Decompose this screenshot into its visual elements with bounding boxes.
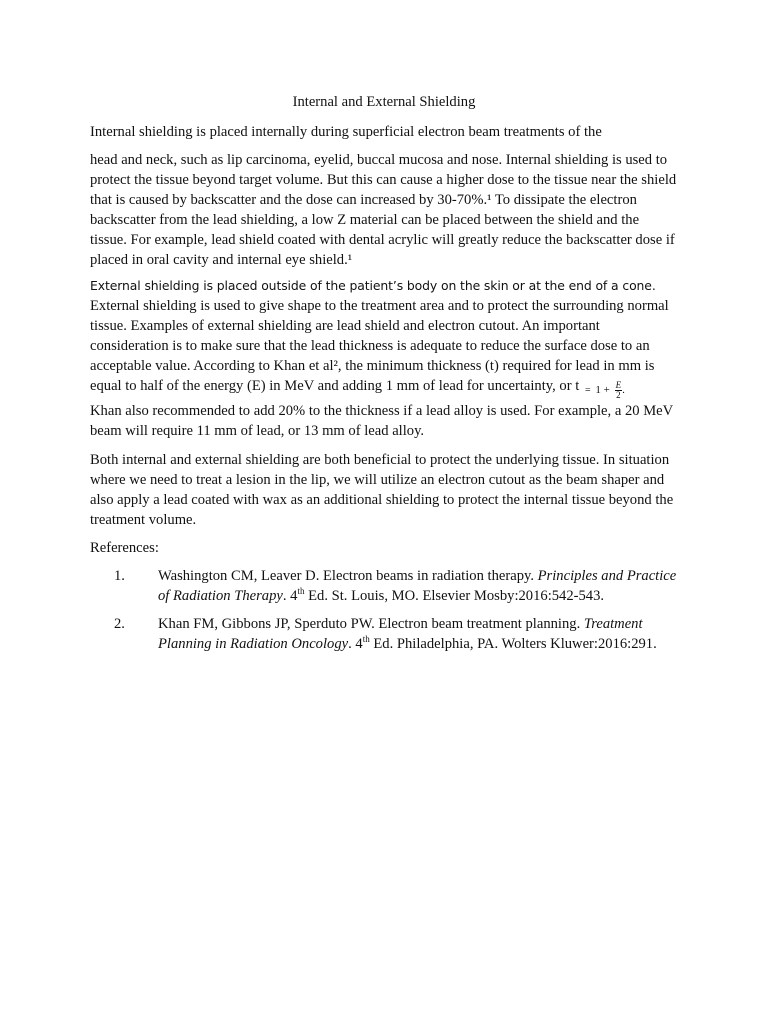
paragraph-tail-text: Khan also recommended to add 20% to the thickness if a lead alloy is used. For example, a 20 MeV beam will require 11 mm of lead, or 13 mm of lead alloy. (90, 403, 673, 439)
paragraph-conclusion (90, 450, 678, 530)
reference-publisher: Ed. St. Louis, MO. Elsevier Mosby:2016:542-543. (304, 588, 605, 604)
paragraph-external-shielding (90, 276, 678, 441)
formula-lhs: 1 + (595, 384, 610, 396)
reference-number: 2. (114, 616, 125, 632)
reference-publisher: Ed. Philadelphia, PA. Wolters Kluwer:2016:291. (369, 636, 657, 652)
paragraph-text: Internal shielding is placed internally during superficial electron beam treatments of the (90, 124, 602, 140)
paragraph-text: Both internal and external shielding are both beneficial to protect the underlying tissue. In situation where we need to treat a lesion in the lip, we will utilize an electron cutout as the beam shaper and also apply a lead coated with wax as an additional shielding to protect the internal tissue beyond the treatment volume. (90, 452, 674, 528)
formula-equals: = (584, 385, 591, 396)
references-heading: References: (90, 540, 159, 556)
paragraph-internal-shielding-intro (90, 122, 678, 142)
reference-authors: Washington CM, Leaver D. Electron beams in radiation therapy. (158, 568, 538, 584)
reference-edition: . 4 (348, 636, 363, 652)
reference-edition: . 4 (282, 588, 298, 604)
paragraph-text: head and neck, such as lip carcinoma, eyelid, buccal mucosa and nose. Internal shielding is used to protect the tissue beyond target volume. But this can cause a higher dose to the tissue near the shield that is caused by backscatter and the dose can increased by 30-70%.¹ To dissipate the electron backscatter from the lead shielding, a low Z material can be placed between the shield and the tissue. For example, lead shield coated with dental acrylic will greatly reduce the backscatter dose if placed in oral cavity and internal eye shield.¹ (90, 152, 677, 268)
reference-authors: Khan FM, Gibbons JP, Sperduto PW. Electron beam treatment planning. (158, 616, 584, 632)
paragraph-text: External shielding is used to give shape to the treatment area and to protect the surrounding normal tissue. Examples of external shielding are lead shield and electron cutout. An important consideration is to make sure that the lead thickness is adequate to reduce the surface dose to an acceptable value. According to Khan et al², the minimum thickness (t) required for lead in mm is equal to half of the energy (E) in MeV and adding 1 mm of lead for uncertainty, or t (90, 298, 669, 394)
reference-body (158, 566, 688, 606)
formula-trail: . (622, 384, 625, 396)
reference-number: 1. (114, 568, 125, 584)
paragraph-first-line: External shielding is placed outside of the patient’s body on the skin or at the end of a cone. (90, 278, 656, 293)
reference-body (158, 614, 688, 654)
reference-source: Principles and Practice of Radiation Therapy (158, 568, 677, 604)
formula-numerator: E (615, 379, 622, 390)
reference-source: Treatment Planning in Radiation Oncology (158, 616, 643, 652)
formula-fraction (615, 381, 623, 400)
formula-denominator: 2 (616, 389, 621, 400)
reference-edition-suffix: th (297, 586, 305, 596)
reference-edition-suffix: th (362, 634, 370, 644)
thickness-formula (585, 380, 625, 401)
paragraph-internal-shielding (90, 150, 678, 270)
page-title: Internal and External Shielding (292, 94, 476, 110)
